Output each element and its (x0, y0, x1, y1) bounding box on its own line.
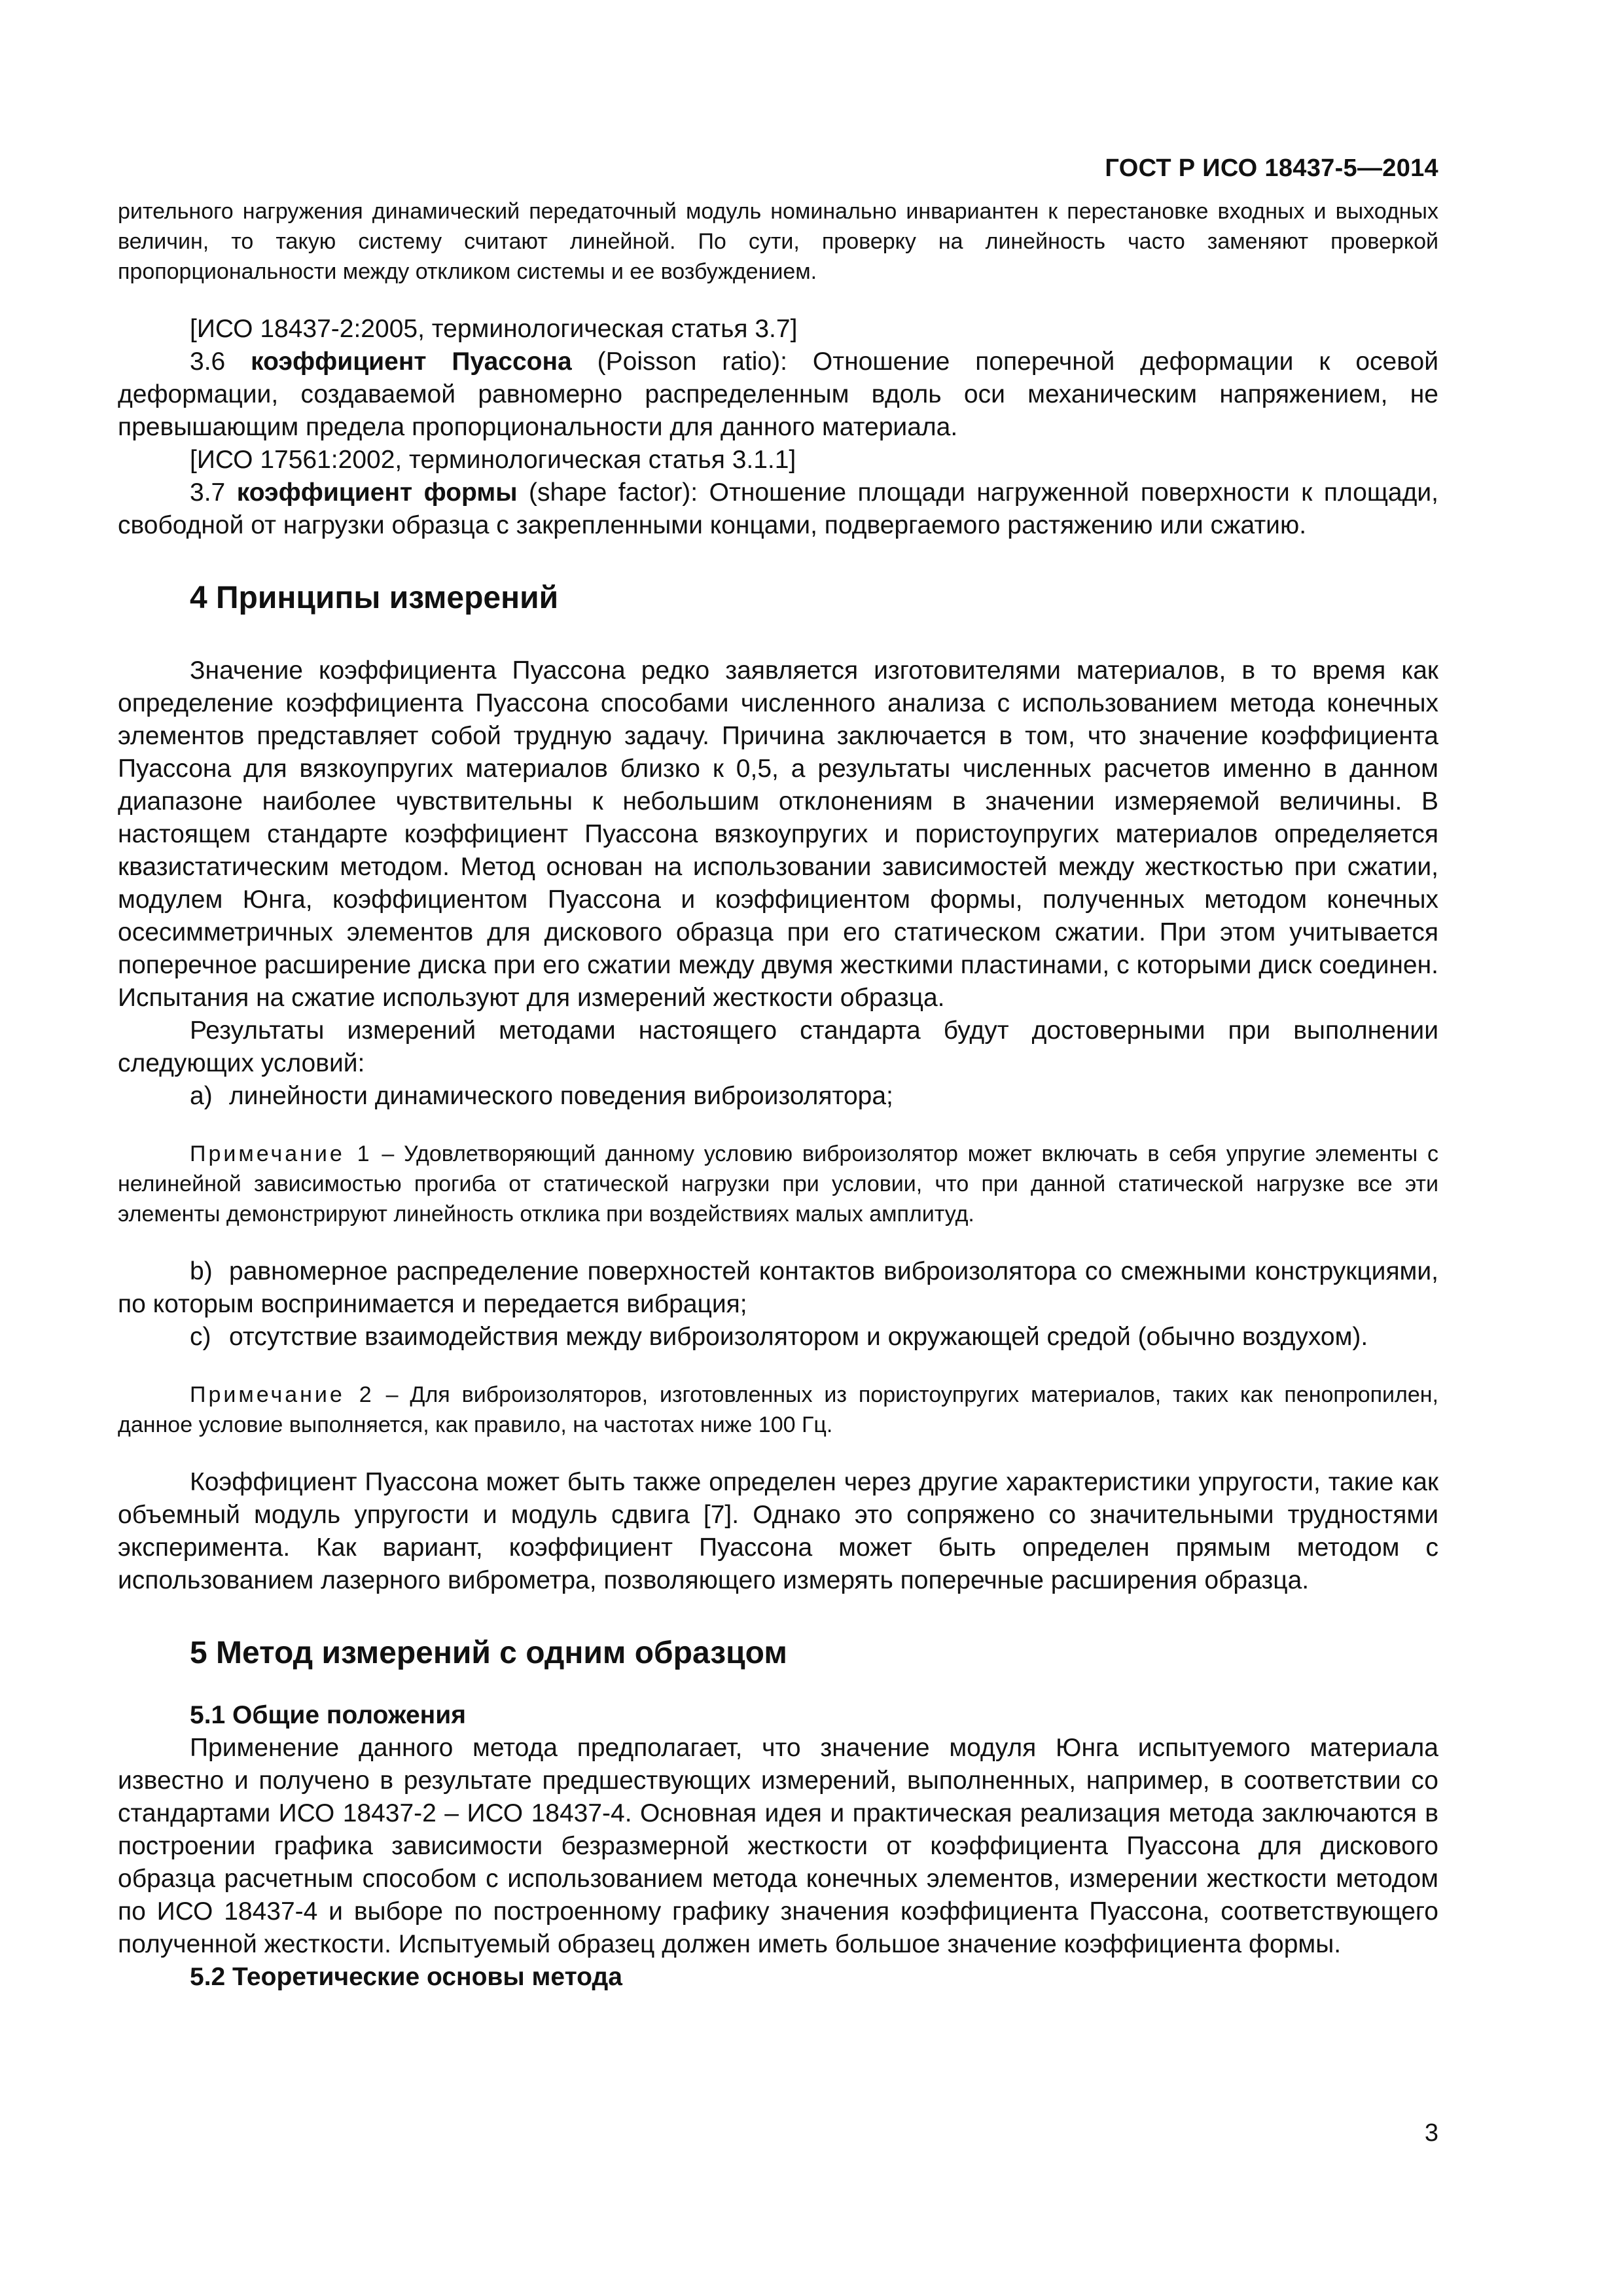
standard-header: ГОСТ Р ИСО 18437-5—2014 (1105, 154, 1438, 182)
section-4-paragraph-3: Коэффициент Пуассона может быть также определен через другие характеристики упругости, такие как объемный модуль упругости и модуль сдвига [7]. Однако это сопряжено со значительными трудностями эксперимента. Как вариант, коэффициент Пуассона может быть определен прямым методом с использованием лазерного виброметра, позволяющего измерять поперечные расширения образца. (118, 1468, 1438, 1594)
item-text: равномерное распределение поверхностей контактов виброизолятора со смежными конструкциями, по которым воспринимается и передается вибрация; (118, 1257, 1438, 1318)
definition-text: (shape factor): Отношение площади нагруженной поверхности к площади, свободной от нагрузки образца с закрепленными концами, подвергаемого растяжению или сжатию. (118, 478, 1438, 539)
section-4-paragraph-1: Значение коэффициента Пуассона редко заявляется изготовителями материалов, в то время как определение коэффициента Пуассона способами численного анализа с использованием метода конечных элементов представляет собой трудную задачу. Причина заключается в том, что значение коэффициента Пуассона для вязкоупругих материалов близко к 0,5, а результаты численных расчетов именно в данном диапазоне наиболее чувствительны к небольшим отклонениям в значении измеряемой величины. В настоящем стандарте коэффициент Пуассона вязкоупругих и пористоупругих материалов определяется квазистатическим методом. Метод основан на использовании зависимостей между жесткостью при сжатии, модулем Юнга, коэффициентом Пуассона и коэффициентом формы, полученных методом конечных осесимметричных элементов для дискового образца при его статическом сжатии. При этом учитывается поперечное расширение диска при его сжатии между двумя жесткими пластинами, с которыми диск соединен. Испытания на сжатие используют для измерений жесткости образца. (118, 656, 1438, 1012)
note-1 (118, 1139, 1438, 1229)
subsection-5-2-heading: 5.2 Теоретические основы метода (190, 1963, 622, 1991)
section-5-heading: 5 Метод измерений с одним образцом (190, 1636, 787, 1670)
definition-3-7 (118, 476, 1438, 542)
definition-term: коэффициент формы (236, 478, 518, 507)
note-text: – Удовлетворяющий данному условию виброизолятор может включать в себя упругие элементы с нелинейной зависимостью прогиба от статической нагрузки при условии, что при данной статической нагрузке все эти элементы демонстрируют линейность отклика при воздействиях малых амплитуд. (118, 1141, 1438, 1227)
section-4-paragraph-2: Результаты измерений методами настоящего стандарта будут достоверными при выполнении следующих условий: (118, 1016, 1438, 1077)
section-4-heading: 4 Принципы измерений (190, 581, 559, 615)
reference-3-6: [ИСО 17561:2002, терминологическая статья 3.1.1] (190, 446, 796, 474)
item-text: отсутствие взаимодействия между виброизолятором и окружающей средой (обычно воздухом). (229, 1323, 1368, 1351)
reference-3-5: [ИСО 18437-2:2005, терминологическая статья 3.7] (190, 315, 798, 343)
page-content (118, 196, 1438, 1994)
subsection-5-1-heading: 5.1 Общие положения (190, 1701, 466, 1729)
subsection-5-1-text: Применение данного метода предполагает, что значение модуля Юнга испытуемого материала известно и получено в результате предшествующих измерений, выполненных, например, в соответствии со стандартами ИСО 18437-2 – ИСО 18437-4. Основная идея и практическая реализация метода заключаются в построении графика зависимости безразмерной жесткости от коэффициента Пуассона для дискового образца расчетным способом с использованием метода конечных элементов, измерении жесткости методом по ИСО 18437-4 и выборе по построенному графику значения коэффициента Пуассона, соответствующего полученной жесткости. Испытуемый образец должен иметь большое значение коэффициента формы. (118, 1734, 1438, 1958)
definition-number: 3.6 (190, 348, 226, 376)
definition-term: коэффициент Пуассона (251, 348, 572, 376)
note-label: Примечание 2 (190, 1382, 374, 1407)
page-number: 3 (1424, 2119, 1438, 2147)
condition-item-a (118, 1080, 1438, 1113)
note-2 (118, 1380, 1438, 1440)
definition-text: (Poisson ratio): Отношение поперечной деформации к осевой деформации, создаваемой равномерно распределенным вдоль оси механическим напряжением, не превышающим предела пропорциональности для данного материала. (118, 348, 1438, 441)
intro-continuation: рительного нагружения динамический передаточный модуль номинально инвариантен к перестановке входных и выходных величин, то такую систему считают линейной. По сути, проверку на линейность часто заменяют проверкой пропорциональности между откликом системы и ее возбуждением. (118, 199, 1438, 284)
definition-3-6 (118, 346, 1438, 444)
item-marker: b) (190, 1257, 213, 1285)
item-marker: а) (190, 1082, 213, 1110)
item-text: линейности динамического поведения виброизолятора; (229, 1082, 893, 1110)
note-label: Примечание 1 (190, 1141, 372, 1166)
condition-item-b (118, 1255, 1438, 1321)
condition-item-c (118, 1321, 1438, 1354)
note-text: – Для виброизоляторов, изготовленных из пористоупругих материалов, таких как пенопропилен, данное условие выполняется, как правило, на частотах ниже 100 Гц. (118, 1382, 1438, 1437)
definition-number: 3.7 (190, 478, 226, 507)
item-marker: с) (190, 1323, 211, 1351)
